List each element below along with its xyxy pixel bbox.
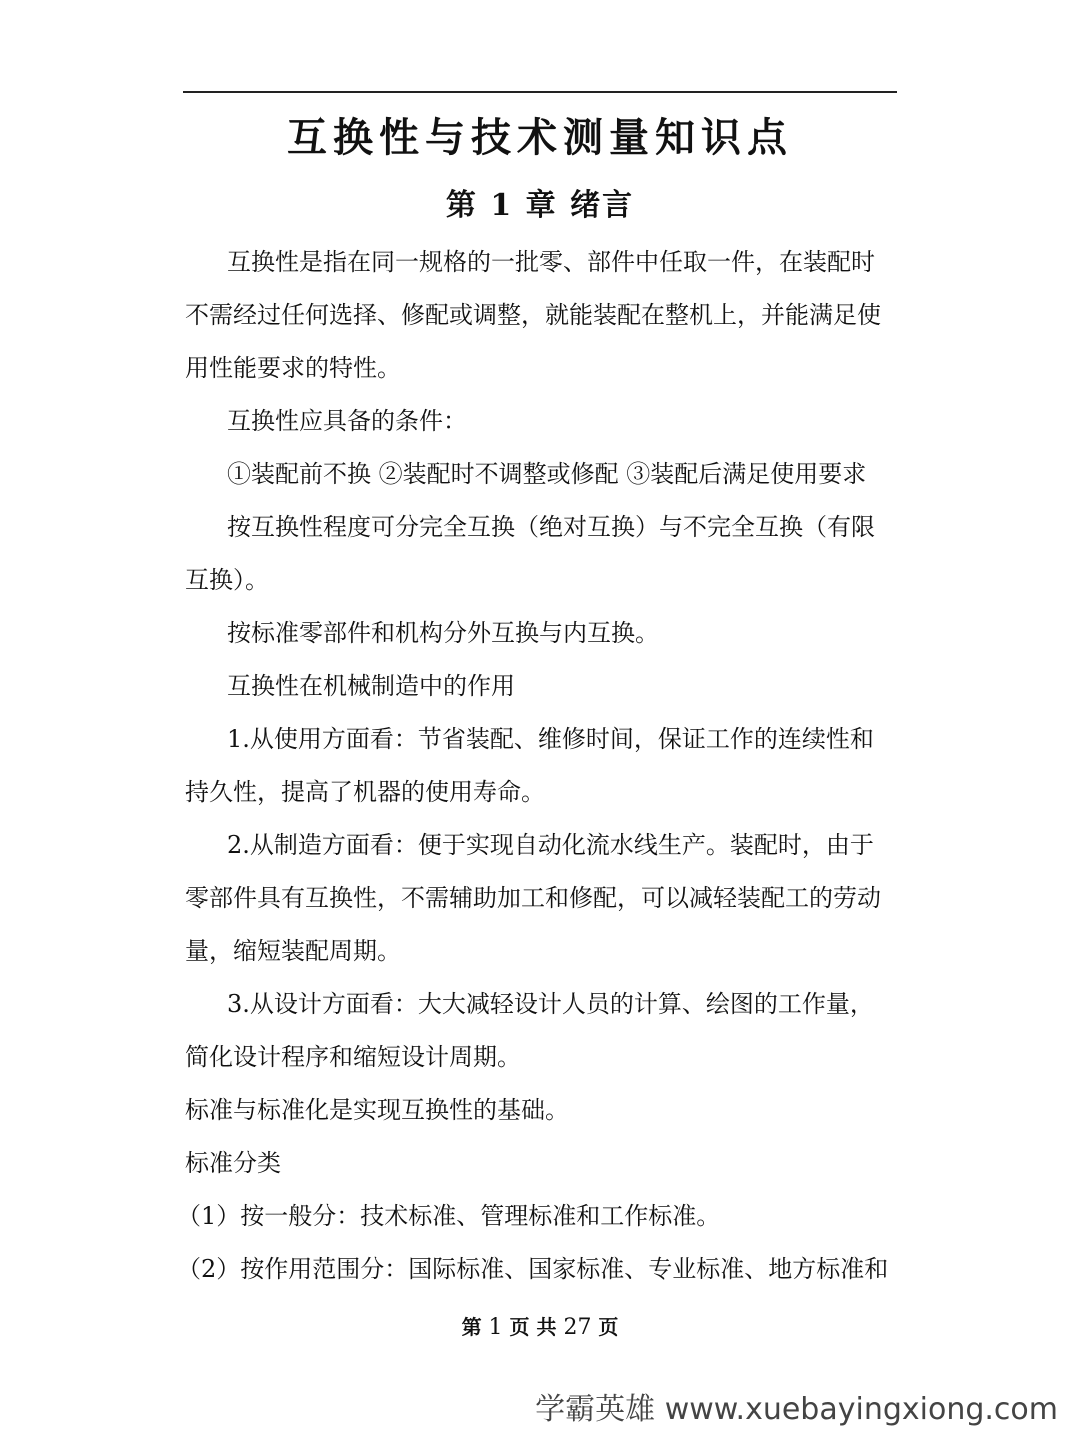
paragraph-conditions-list: ①装配前不换 ②装配时不调整或修配 ③装配后满足使用要求: [227, 460, 867, 488]
paragraph-role-manufacturing: 2.从制造方面看：便于实现自动化流水线生产。装配时，由于零部件具有互换性，不需辅助加工和修配，可以减轻装配工的劳动量，缩短装配周期。: [185, 831, 881, 965]
header-rule: [183, 91, 897, 93]
site-watermark: 学霸英雄 www.xuebayingxiong.com: [535, 1392, 1058, 1427]
paragraph-classification-scope: （2）按作用范围分：国际标准、国家标准、专业标准、地方标准和: [177, 1255, 889, 1283]
footer-prefix: 第: [461, 1315, 482, 1339]
current-page-number: 1: [488, 1315, 503, 1340]
document-body: [177, 236, 891, 1296]
paragraph-role-design: 3.从设计方面看：大大减轻设计人员的计算、绘图的工作量，简化设计程序和缩短设计周期。: [185, 990, 874, 1071]
paragraph-degree: 按互换性程度可分完全互换（绝对互换）与不完全互换（有限互换）。: [185, 513, 875, 594]
paragraph-role-heading: 互换性在机械制造中的作用: [227, 672, 515, 700]
document-title: 互换性与技术测量知识点: [287, 114, 793, 161]
page-footer: [0, 1312, 1080, 1343]
footer-middle: 页 共: [509, 1315, 557, 1339]
footer-suffix: 页: [598, 1315, 619, 1339]
total-pages-number: 27: [563, 1315, 592, 1340]
paragraph-classification-general: （1）按一般分：技术标准、管理标准和工作标准。: [177, 1202, 721, 1230]
paragraph-standard-classification: 标准分类: [185, 1149, 281, 1177]
paragraph-standard-basis: 标准与标准化是实现互换性的基础。: [185, 1096, 569, 1124]
paragraph-definition: 互换性是指在同一规格的一批零、部件中任取一件，在装配时不需经过任何选择、修配或调整，就能装配在整机上，并能满足使用性能要求的特性。: [185, 248, 881, 382]
paragraph-internal-external: 按标准零部件和机构分外互换与内互换。: [227, 619, 659, 647]
paragraph-conditions-heading: 互换性应具备的条件：: [227, 407, 467, 435]
paragraph-role-usage: 1.从使用方面看：节省装配、维修时间，保证工作的连续性和持久性，提高了机器的使用寿命。: [185, 725, 874, 806]
chapter-title: 第 1 章 绪言: [445, 188, 635, 223]
